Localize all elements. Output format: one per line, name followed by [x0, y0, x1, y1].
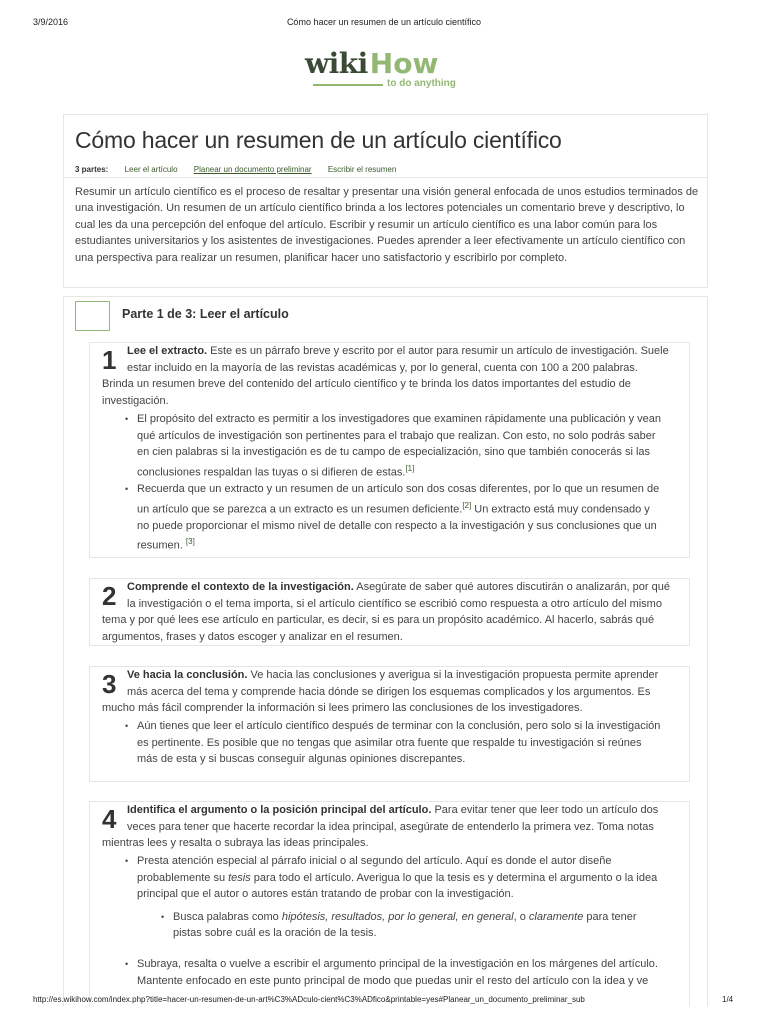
article-header-card: [63, 114, 708, 288]
wikihow-logo[interactable]: [305, 47, 470, 93]
list-item: • Aún tienes que leer el artículo científico después de terminar con la conclusión, pero solo si la investigación es pertinente. Es posible que no tengas que asimilar otra fuente que respalde tu investigación si reúnes más de esta y si buscas conseguir algunas opiniones discrepantes.: [125, 718, 665, 768]
header-divider: [64, 177, 707, 178]
part-1-title: Parte 1 de 3: Leer el artículo: [122, 307, 289, 321]
step-number: 3: [102, 669, 117, 699]
reference-link[interactable]: [2]: [462, 500, 472, 510]
page-title: Cómo hacer un resumen de un artículo científico: [75, 127, 562, 153]
list-item: • Presta atención especial al párrafo inicial o al segundo del artículo. Aquí es donde el autor diseñe probablemente su tesis para todo el artículo. Averigua lo que la tesis es y determina el argumento o la idea principal que el autor o autores están tratando de probar con la investigación. • Busca palabras como hipótesis, resultados, por lo general, en general, o claramente para tener pistas sobre cuál es la oración de la tesis.: [125, 853, 665, 942]
part-marker-box: [75, 301, 110, 331]
step-1: [89, 342, 690, 558]
part-1-card: [63, 296, 708, 1006]
step-bullets: [125, 718, 665, 768]
step-text: Comprende el contexto de la investigación. Asegúrate de saber qué autores discutirán o analizarán, por qué la investigación o el tema importa, si el artículo científico se escribió como respuesta a otro artículo del mismo tema y por qué lees ese artículo en particular, es decir, si es para un propósito académico. Al hacerlo, sabrás qué argumentos, frases y datos escoger y analizar en el resumen.: [102, 581, 670, 643]
step-number: 2: [102, 581, 117, 611]
step-2: [89, 578, 690, 646]
step-text: Identifica el argumento o la posición principal del artículo. Para evitar tener que leer todo un artículo dos veces para tener que hacerte recordar la idea principal, asegúrate de entenderlo la primera vez. Toma notas mientras lees y resalta o subraya las ideas principales.: [102, 804, 659, 850]
list-item: • Recuerda que un extracto y un resumen de un artículo son dos cosas diferentes, por lo que un resumen de un artículo que se parezca a un extracto es un resumen deficiente.[2] Un extracto está muy condensado y no puede proporcionar el mismo nivel de detalle con respecto a la investigación y sus conclusiones que un resumen. [3]: [125, 481, 665, 555]
step-3: [89, 666, 690, 782]
intro-paragraph: Resumir un artículo científico es el proceso de resaltar y presentar una visión general enfocada de unos estudios terminados de una investigación. Un resumen de un artículo científico brinda a los lectores potenciales un comentario breve y descriptivo, lo cual les da una percepción del enfoque del artículo. Escribir y resumir un artículo científico es una labor común para los estudiantes universitarios y los asistentes de investigaciones. Puedes aprender a leer efectivamente un artículo científico con una perspectiva para realizar un resumen, planificar hacer uno satisfactorio y escribirlo por completo.: [75, 186, 699, 264]
logo-how: How: [369, 47, 439, 80]
logo-wiki: wiki: [305, 47, 368, 80]
list-item: • Busca palabras como hipótesis, resultados, por lo general, en general, o claramente para tener pistas sobre cuál es la oración de la tesis.: [161, 909, 665, 942]
step-bullets: [125, 853, 665, 989]
part-link-3[interactable]: Escribir el resumen: [327, 165, 397, 174]
page-number: 1/4: [722, 995, 734, 1004]
parts-label: 3 partes:: [75, 165, 109, 174]
step-text: Ve hacia la conclusión. Ve hacia las conclusiones y averigua si la investigación propuesta permite aprender más acerca del tema y comprende hacia dónde se dirigen los esquemas complicados y los argumentos. Es mucho más fácil comprender la información si lees primero las conclusiones de los investigadores.: [102, 669, 659, 715]
print-footer: [0, 995, 768, 1009]
part-link-1[interactable]: Leer el artículo: [124, 165, 178, 174]
logo-tagline: to do anything: [387, 78, 456, 89]
step-text: Lee el extracto. Este es un párrafo breve y escrito por el autor para resumir un artículo de investigación. Suele estar incluido en la mayoría de las revistas académicas y, por lo general, cuenta con 100 a 200 palabras. Brinda un resumen breve del contenido del artículo científico y te brinda los datos importantes del estudio de investigación.: [102, 345, 669, 407]
step-bold: Ve hacia la conclusión.: [127, 669, 248, 681]
print-date: 3/9/2016: [33, 17, 69, 27]
list-item: • Subraya, resalta o vuelve a escribir el argumento principal de la investigación en los márgenes del artículo. Mantente enfocado en este punto principal de modo que puedas unir el resto del artículo con la idea y ve: [125, 956, 665, 989]
print-header: [0, 17, 768, 31]
step-4: [89, 801, 690, 1007]
reference-link[interactable]: [3]: [185, 537, 195, 547]
part-link-2[interactable]: Planear un documento preliminar: [193, 165, 312, 174]
step-number: 1: [102, 345, 117, 375]
list-item: • El propósito del extracto es permitir a los investigadores que examinen rápidamente una publicación y vean qué artículos de investigación son pertinentes para el trabajo que realizan. Con esto, no solo podrás saber en cien palabras si la investigación es de tu campo de especialización, sino que también conocerás si las conclusiones respaldan las tuyas o si difieren de estas.[1]: [125, 411, 665, 481]
step-bold: Identifica el argumento o la posición principal del artículo.: [127, 804, 432, 816]
logo-rule: [313, 84, 383, 86]
step-bullets: [125, 411, 665, 555]
reference-link[interactable]: [1]: [405, 463, 415, 473]
print-title: Cómo hacer un resumen de un artículo científico: [286, 17, 482, 27]
footer-url[interactable]: http://es.wikihow.com/index.php?title=hacer-un-resumen-de-un-art%C3%ADculo-cient%C3%ADfico&printable=yes#Planear_un_documento_preliminar_sub: [33, 995, 585, 1004]
step-bold: Comprende el contexto de la investigación.: [127, 581, 354, 593]
step-bold: Lee el extracto.: [127, 345, 208, 357]
parts-nav: [75, 165, 410, 174]
step-number: 4: [102, 804, 117, 834]
sub-bullets: [161, 909, 665, 942]
